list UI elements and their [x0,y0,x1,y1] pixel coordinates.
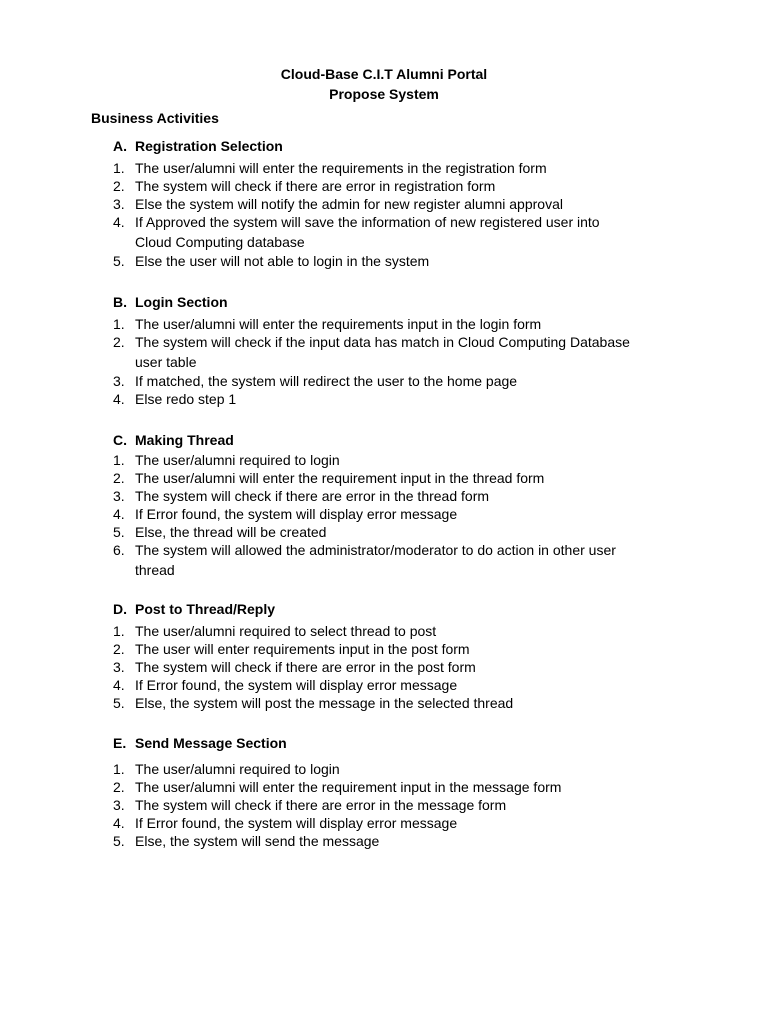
section-heading [113,600,713,618]
item-text: Else, the system will send the message [135,833,380,849]
item-number: 2. [113,641,125,657]
list-item [113,541,695,580]
item-text: The user will enter requirements input in the post form [135,641,470,657]
item-text: The system will check if there are error in the post form [135,659,476,675]
item-number: 2. [113,470,125,486]
section-heading [113,734,713,752]
item-number: 3. [113,488,125,504]
item-text: Else, the thread will be created [135,524,327,540]
item-text: If Error found, the system will display error message [135,506,458,522]
item-text: The user/alumni will enter the requirements in the registration form [135,160,547,176]
item-number: 1. [113,316,125,332]
section-login [113,293,713,408]
document-title [0,64,768,104]
section-title: Making Thread [135,432,234,448]
list-item [113,177,695,195]
list-item [113,523,695,541]
list-item [113,658,695,676]
item-number: 2. [113,334,125,350]
list-item [113,469,695,487]
item-number: 2. [113,178,125,194]
item-text: If matched, the system will redirect the user to the home page [135,373,518,389]
item-number: 3. [113,797,125,813]
item-text-continued: Cloud Computing database [135,234,305,250]
item-number: 3. [113,196,125,212]
item-number: 4. [113,677,125,693]
section-title: Login Section [135,294,228,310]
item-list [113,451,713,580]
list-item [113,505,695,523]
list-item [113,778,695,796]
list-item [113,676,695,694]
section-letter: C. [113,432,127,448]
section-title: Post to Thread/Reply [135,601,276,617]
list-item [113,333,695,372]
item-number: 5. [113,695,125,711]
item-number: 6. [113,542,125,558]
item-number: 4. [113,214,125,230]
item-text: The user/alumni will enter the requirements input in the login form [135,316,542,332]
list-item [113,213,695,252]
item-text: The system will allowed the administrator/moderator to do action in other user [135,542,616,558]
item-text: The user/alumni will enter the requirement input in the thread form [135,470,545,486]
section-heading [113,293,713,311]
item-text: The user/alumni required to login [135,452,340,468]
item-number: 4. [113,391,125,407]
item-number: 3. [113,373,125,389]
item-number: 5. [113,833,125,849]
section-letter: B. [113,294,127,310]
item-text: The system will check if there are error in the thread form [135,488,490,504]
list-item [113,159,695,177]
item-number: 2. [113,779,125,795]
item-text: If Error found, the system will display error message [135,815,458,831]
list-item [113,832,695,850]
item-text: The user/alumni will enter the requirement input in the message form [135,779,562,795]
item-text: The user/alumni required to login [135,761,340,777]
list-item [113,760,695,778]
item-text: The system will check if there are error in the message form [135,797,507,813]
section-making-thread [113,431,713,580]
section-title: Registration Selection [135,138,283,154]
section-letter: E. [113,735,127,751]
list-item [113,195,695,213]
section-letter: D. [113,601,127,617]
list-item [113,694,695,712]
item-number: 1. [113,452,125,468]
item-text: Else, the system will post the message in the selected thread [135,695,514,711]
list-item [113,252,695,270]
list-item [113,622,695,640]
title-line-2: Propose System [329,86,439,102]
section-post-reply [113,600,713,712]
item-text: If Approved the system will save the information of new registered user into [135,214,600,230]
item-text: Else the system will notify the admin for new register alumni approval [135,196,563,212]
item-number: 5. [113,524,125,540]
item-text: The system will check if the input data has match in Cloud Computing Database [135,334,630,350]
item-list [113,315,713,408]
item-number: 4. [113,506,125,522]
item-text: The system will check if there are error in registration form [135,178,496,194]
title-line-1: Cloud-Base C.I.T Alumni Portal [280,66,488,82]
item-text: Else redo step 1 [135,391,237,407]
section-title: Send Message Section [135,735,287,751]
item-text-continued: thread [135,562,175,578]
section-send-message [113,734,713,850]
section-heading [113,137,713,155]
item-text: If Error found, the system will display error message [135,677,458,693]
list-item [113,315,695,333]
item-number: 5. [113,253,125,269]
list-item [113,796,695,814]
business-activities-heading: Business Activities [91,110,219,126]
item-text: The user/alumni required to select thread to post [135,623,437,639]
item-list [113,622,713,712]
list-item [113,640,695,658]
list-item [113,814,695,832]
item-number: 4. [113,815,125,831]
item-number: 3. [113,659,125,675]
item-number: 1. [113,761,125,777]
section-heading [113,431,713,449]
item-number: 1. [113,623,125,639]
list-item [113,390,695,408]
list-item [113,487,695,505]
section-letter: A. [113,138,127,154]
section-registration [113,137,713,270]
list-item [113,451,695,469]
item-text: Else the user will not able to login in the system [135,253,430,269]
item-text-continued: user table [135,354,197,370]
item-list [113,760,713,850]
item-list [113,159,713,270]
item-number: 1. [113,160,125,176]
list-item [113,372,695,390]
